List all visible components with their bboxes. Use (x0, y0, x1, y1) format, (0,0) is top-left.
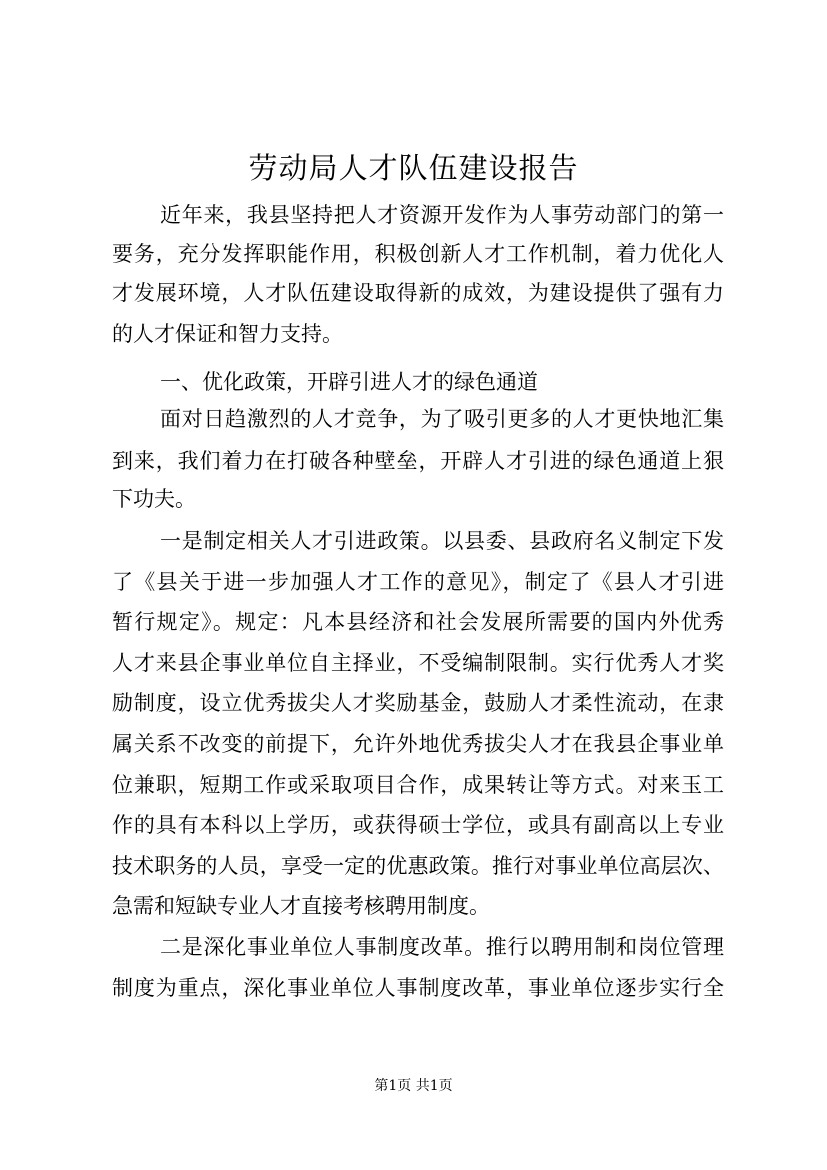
paragraph-line: 人才来县企事业单位自主择业，不受编制限制。实行优秀人才奖 (112, 651, 724, 675)
paragraph-line: 作的具有本科以上学历，或获得硕士学位，或具有副高以上专业 (112, 813, 724, 837)
paragraph-line: 技术职务的人员，享受一定的优惠政策。推行对事业单位高层次、 (112, 854, 724, 878)
paragraph-line: 的人才保证和智力支持。 (112, 322, 343, 346)
paragraph-line: 到来，我们着力在打破各种壁垒，开辟人才引进的绿色通道上狠 (112, 449, 724, 473)
paragraph-line: 制度为重点，深化事业单位人事制度改革，事业单位逐步实行全 (112, 976, 724, 1000)
paragraph-line: 面对日趋激烈的人才竞争，为了吸引更多的人才更快地汇集 (160, 407, 724, 431)
paragraph-line: 属关系不改变的前提下，允许外地优秀拔尖人才在我县企事业单 (112, 732, 724, 756)
paragraph-line: 要务，充分发挥职能作用，积极创新人才工作机制，着力优化人 (112, 242, 724, 266)
paragraph-line: 二是深化事业单位人事制度改革。推行以聘用制和岗位管理 (160, 935, 724, 959)
paragraph-line: 下功夫。 (112, 487, 196, 511)
paragraph-line: 暂行规定》。规定：凡本县经济和社会发展所需要的国内外优秀 (112, 610, 724, 634)
paragraph-line: 急需和短缺专业人才直接考核聘用制度。 (112, 894, 490, 918)
section-heading: 一、优化政策，开辟引进人才的绿色通道 (160, 370, 538, 394)
paragraph-line: 才发展环境，人才队伍建设取得新的成效，为建设提供了强有力 (112, 281, 724, 305)
paragraph-line: 位兼职，短期工作或采取项目合作，成果转让等方式。对来玉工 (112, 773, 724, 797)
paragraph-line: 近年来，我县坚持把人才资源开发作为人事劳动部门的第一 (160, 203, 724, 227)
document-title: 劳动局人才队伍建设报告 (248, 151, 579, 185)
paragraph-line: 一是制定相关人才引进政策。以县委、县政府名义制定下发 (160, 529, 724, 553)
page-number-footer: 第1页 共1页 (374, 1078, 453, 1094)
paragraph-line: 励制度，设立优秀拔尖人才奖励基金，鼓励人才柔性流动，在隶 (112, 691, 724, 715)
paragraph-line: 了《县关于进一步加强人才工作的意见》，制定了《县人才引进 (112, 570, 724, 594)
